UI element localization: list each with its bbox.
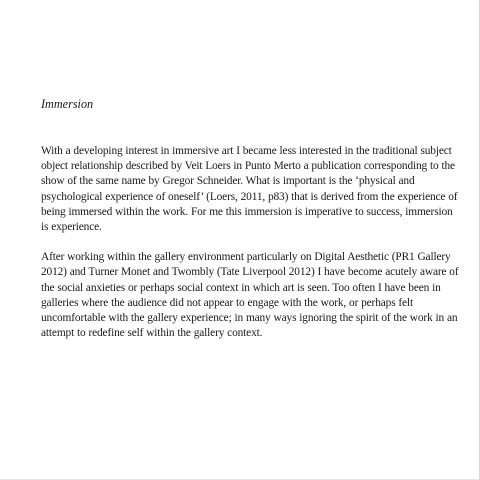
paragraph-2: After working within the gallery environment particularly on Digital Aesthetic (PR1 Gallery 2012) and Turner Monet and Twombly (Tate Liverpool 2012) I have become acutely aware of the social anxieties or perhaps social context in which art is seen. Too often I have been in galleries where the audience did not appear to engage with the work, or perhaps felt uncomfortable with the gallery experience; in many ways ignoring the spirit of the work in an attempt to redefine self within the gallery context. xyxy=(41,251,459,340)
document-body xyxy=(41,96,461,356)
paragraph-1: With a developing interest in immersive art I became less interested in the traditional subject object relationship described by Veit Loers in Punto Merto a publication corresponding to the show of the same name by Gregor Schneider. What is important is the ‘physical and psychological experience of oneself’ (Loers, 2011, p83) that is derived from the experience of being immersed within the work. For me this immersion is imperative to success, immersion is experience. xyxy=(41,145,458,234)
section-heading: Immersion xyxy=(41,97,94,111)
